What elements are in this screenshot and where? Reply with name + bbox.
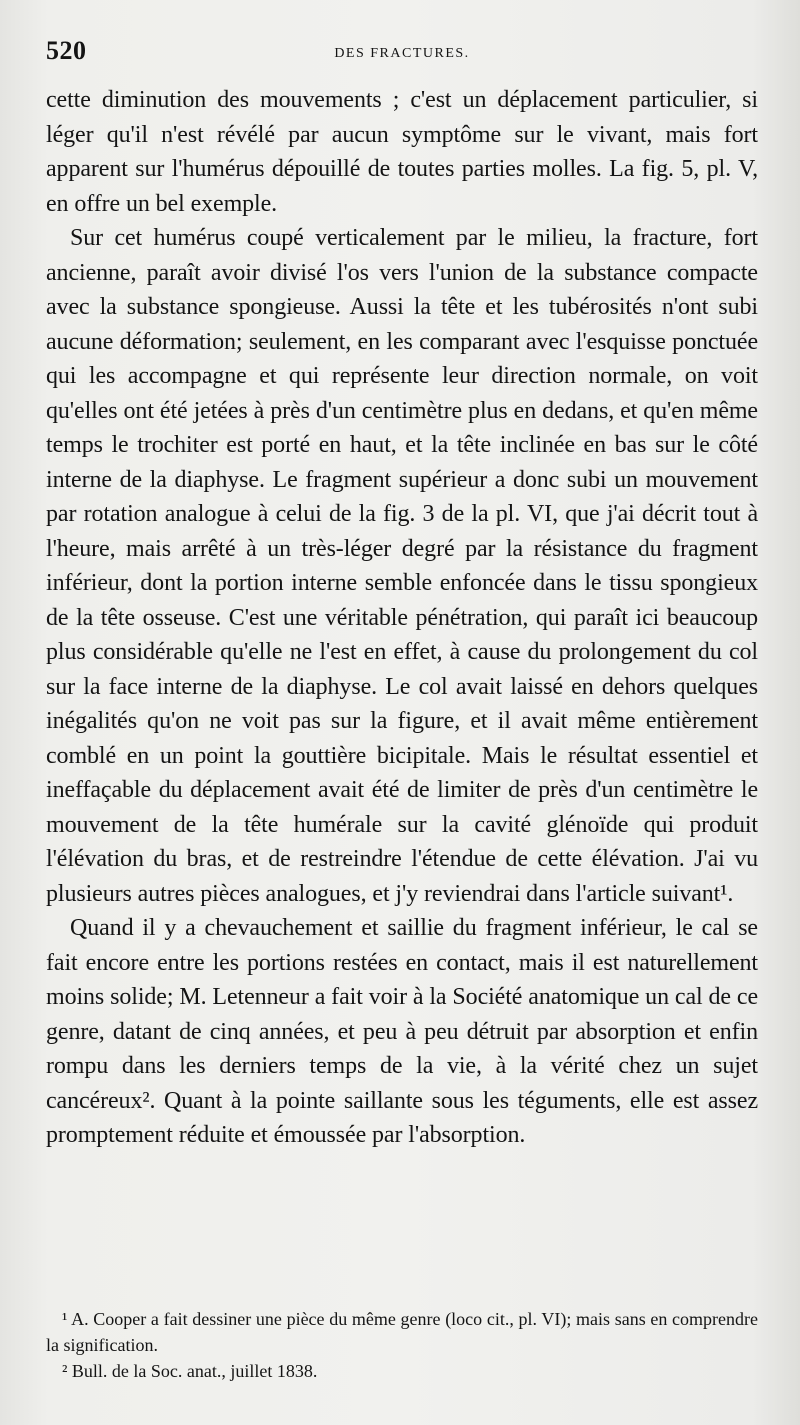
footnotes (46, 1306, 758, 1384)
footnote-2: ² Bull. de la Soc. anat., juillet 1838. (62, 1361, 318, 1381)
paragraph-continued: cette diminution des mouvements ; c'est un déplacement particulier, si léger qu'il n'est révélé par aucun symptôme sur le vivant, mais fort apparent sur l'humérus dépouillé de toutes parties molles. La fig. 5, pl. V, en offre un bel exemple. (46, 87, 758, 217)
paragraph-humerus-description: Sur cet humérus coupé verticalement par le milieu, la fracture, fort ancienne, paraît avoir divisé l'os vers l'union de la substance compacte avec la substance spongieuse. Aussi la tête et les tubérosités n'ont subi aucune déformation; seulement, en les comparant avec l'esquisse ponctuée qui les accompagne et qui représente leur direction normale, on voit qu'elles ont été jetées à près d'un centimètre plus en dedans, et qu'en même temps le trochiter est porté en haut, et la tête inclinée en bas sur le côté interne de la diaphyse. Le fragment supérieur a donc subi un mouvement par rotation analogue à celui de la fig. 3 de la pl. VI, que j'ai décrit tout à l'heure, mais arrêté à un très-léger degré par la résistance du fragment inférieur, dont la portion interne semble enfoncée dans le tissu spongieux de la tête osseuse. C'est une véritable pénétration, qui paraît ici beaucoup plus considérable qu'elle ne l'est en effet, à cause du prolongement du col sur la face interne de la diaphyse. Le col avait laissé en dehors quelques inégalités qu'on ne voit pas sur la figure, et il avait même entièrement comblé en un point la gouttière bicipitale. Mais le résultat essentiel et ineffaçable du déplacement avait été de limiter de près d'un centimètre le mouvement de la tête humérale sur la cavité glénoïde qui produit l'élévation du bras, et de restreindre l'étendue de cette élévation. J'ai vu plusieurs autres pièces analogues, et j'y reviendrai dans l'article suivant¹. (46, 225, 758, 907)
page-header (46, 36, 758, 66)
body-text (46, 83, 758, 1153)
paragraph-chevauchement: Quand il y a chevauchement et saillie du fragment inférieur, le cal se fait encore entre les portions restées en contact, mais il est naturellement moins solide; M. Letenneur a fait voir à la Société anatomique un cal de ce genre, datant de cinq années, et peu à peu détruit par absorption et enfin rompu dans les derniers temps de la vie, à la vérité chez un sujet cancéreux². Quant à la pointe saillante sous les téguments, elle est assez promptement réduite et émoussée par l'absorption. (46, 915, 758, 1148)
running-head: DES FRACTURES. (334, 46, 470, 61)
footnote-1: ¹ A. Cooper a fait dessiner une pièce du même genre (loco cit., pl. VI); mais sans en comprendre la signification. (46, 1309, 758, 1355)
page-number: 520 (46, 36, 87, 65)
